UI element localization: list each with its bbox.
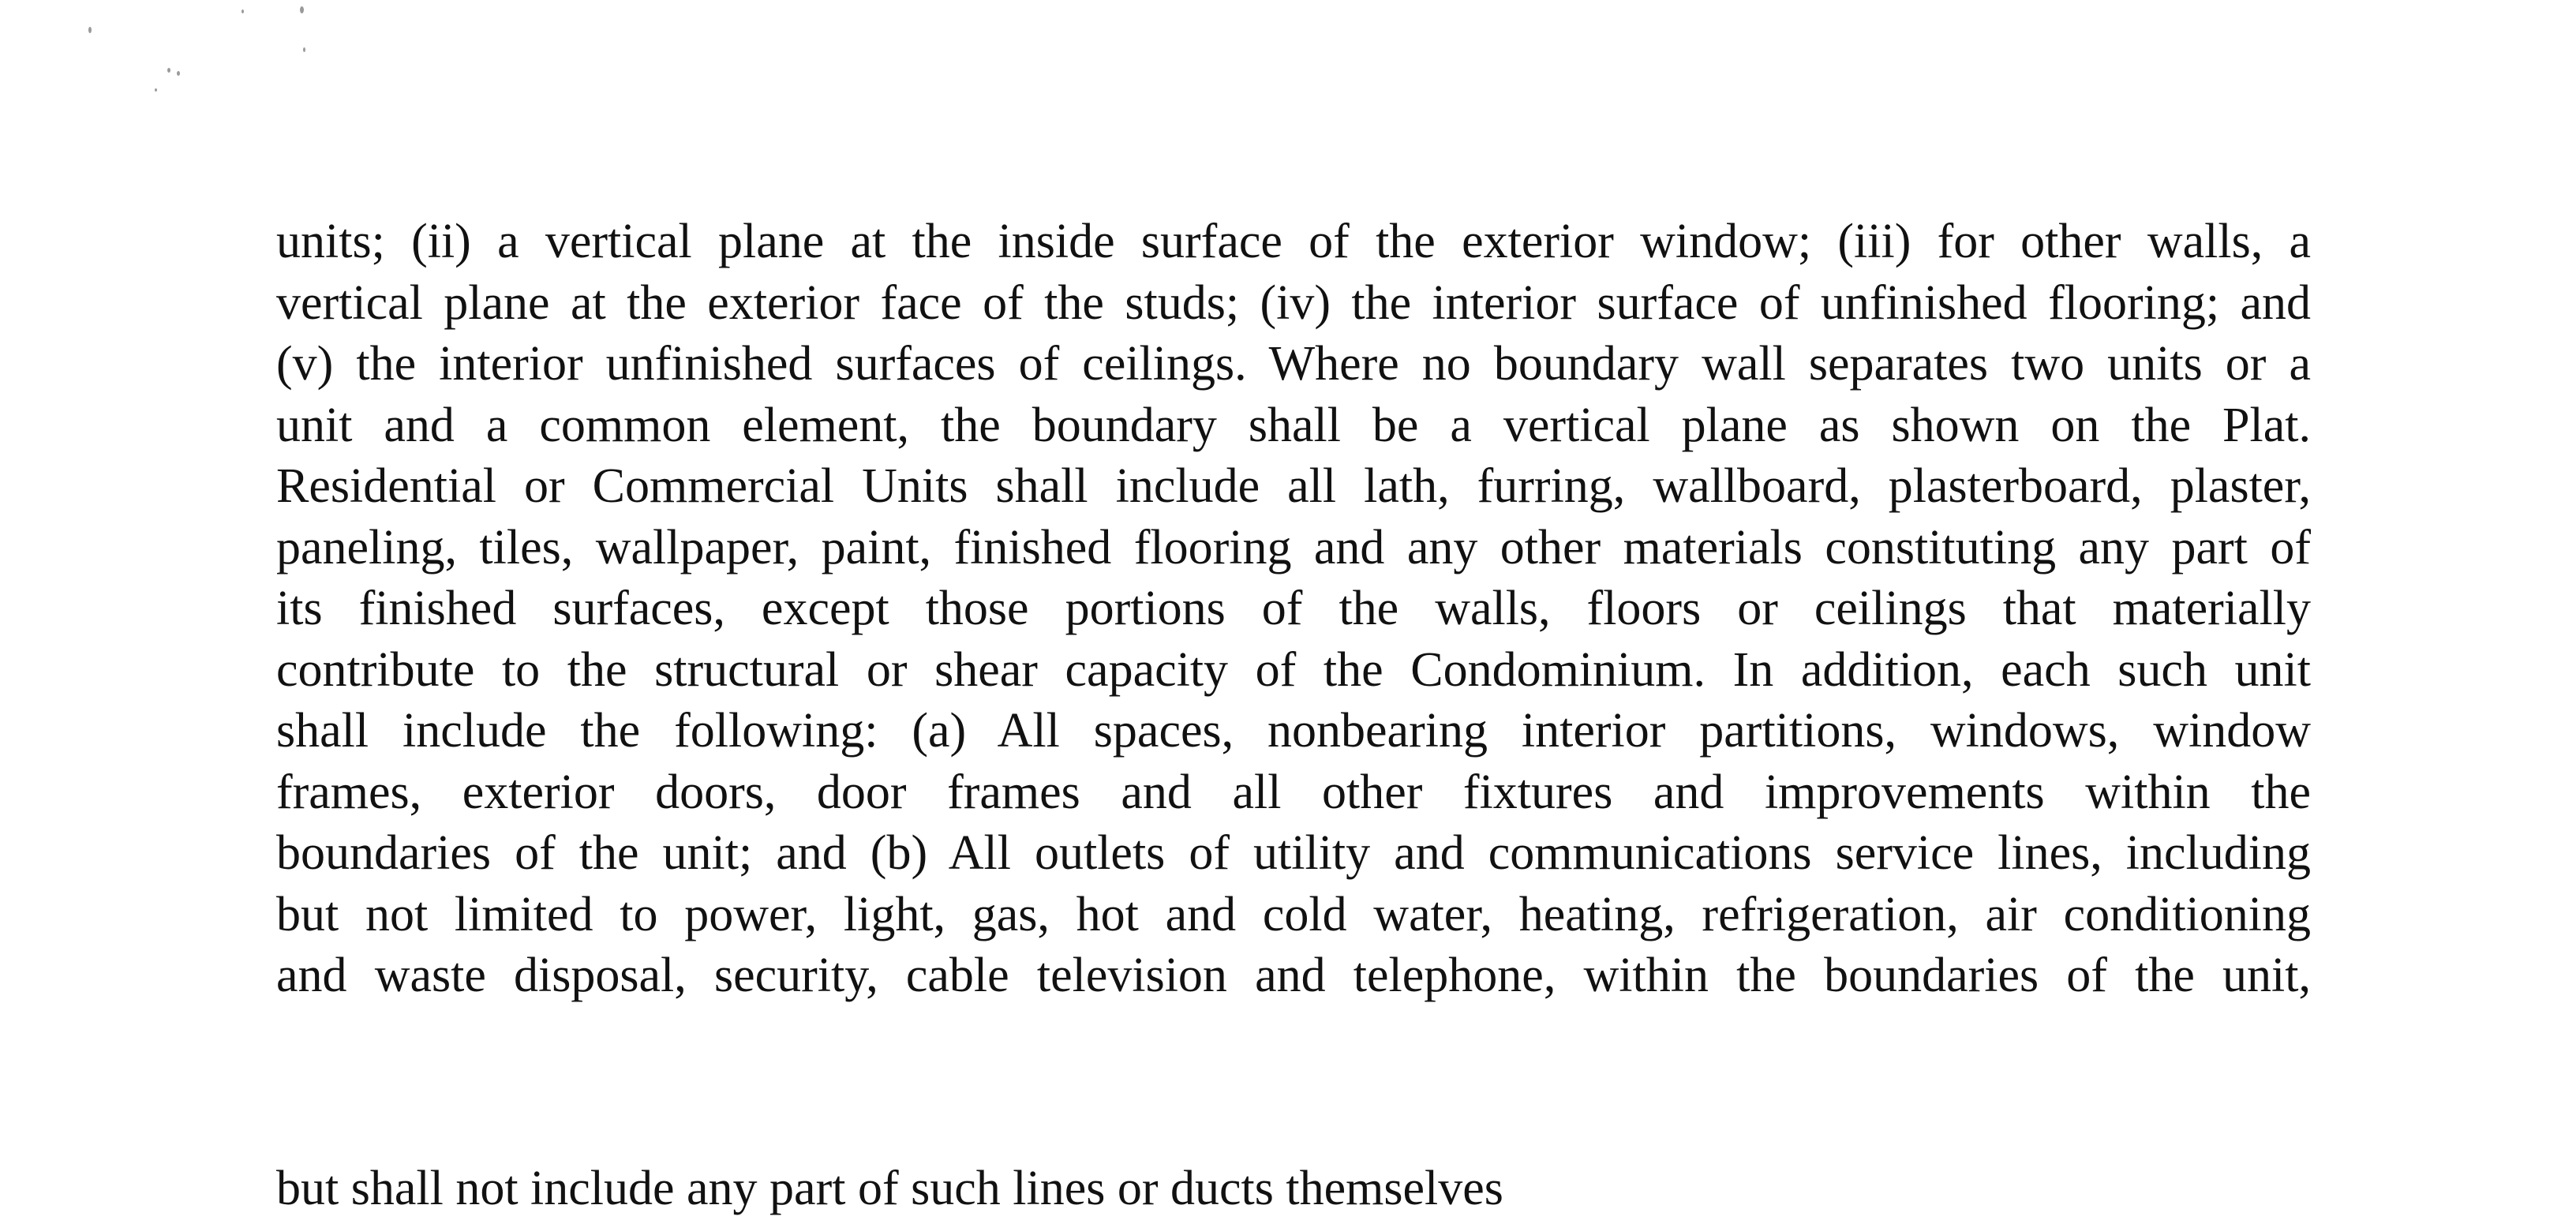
text-line: and waste disposal, security, cable television and telephone, within the boundaries of the unit,	[276, 949, 2311, 1002]
scan-speck	[177, 71, 180, 76]
text-line: but not limited to power, light, gas, hot and cold water, heating, refrigeration, air conditioning	[276, 887, 2311, 941]
text-line: boundaries of the unit; and (b) All outlets of utility and communications service lines, including	[276, 826, 2311, 880]
text-line: frames, exterior doors, door frames and all other fixtures and improvements within the	[276, 765, 2311, 819]
text-line: units; (ii) a vertical plane at the inside surface of the exterior window; (iii) for other walls, a	[276, 215, 2311, 268]
scan-speck	[167, 68, 170, 73]
text-line-cut-off: but shall not include any part of such lines or ducts themselves	[276, 1162, 1503, 1215]
scan-speck	[303, 47, 305, 52]
scan-speck	[242, 9, 244, 13]
scan-speck	[300, 6, 304, 13]
text-line: shall include the following: (a) All spaces, nonbearing interior partitions, windows, window	[276, 704, 2311, 758]
scan-speck	[88, 27, 92, 33]
text-line: vertical plane at the exterior face of the studs; (iv) the interior surface of unfinished flooring; and	[276, 275, 2311, 330]
text-line: Residential or Commercial Units shall include all lath, furring, wallboard, plasterboard, plaster,	[276, 459, 2311, 513]
body-paragraph	[276, 211, 2311, 1215]
text-line: (v) the interior unfinished surfaces of ceilings. Where no boundary wall separates two units or a	[276, 337, 2311, 391]
scan-speck	[155, 88, 157, 92]
text-line: contribute to the structural or shear capacity of the Condominium. In addition, each such unit	[276, 642, 2311, 697]
text-line: unit and a common element, the boundary shall be a vertical plane as shown on the Plat.	[276, 398, 2311, 452]
text-line: paneling, tiles, wallpaper, paint, finished flooring and any other materials constituting any part of	[276, 520, 2311, 574]
text-line: its finished surfaces, except those portions of the walls, floors or ceilings that materially	[276, 582, 2311, 635]
